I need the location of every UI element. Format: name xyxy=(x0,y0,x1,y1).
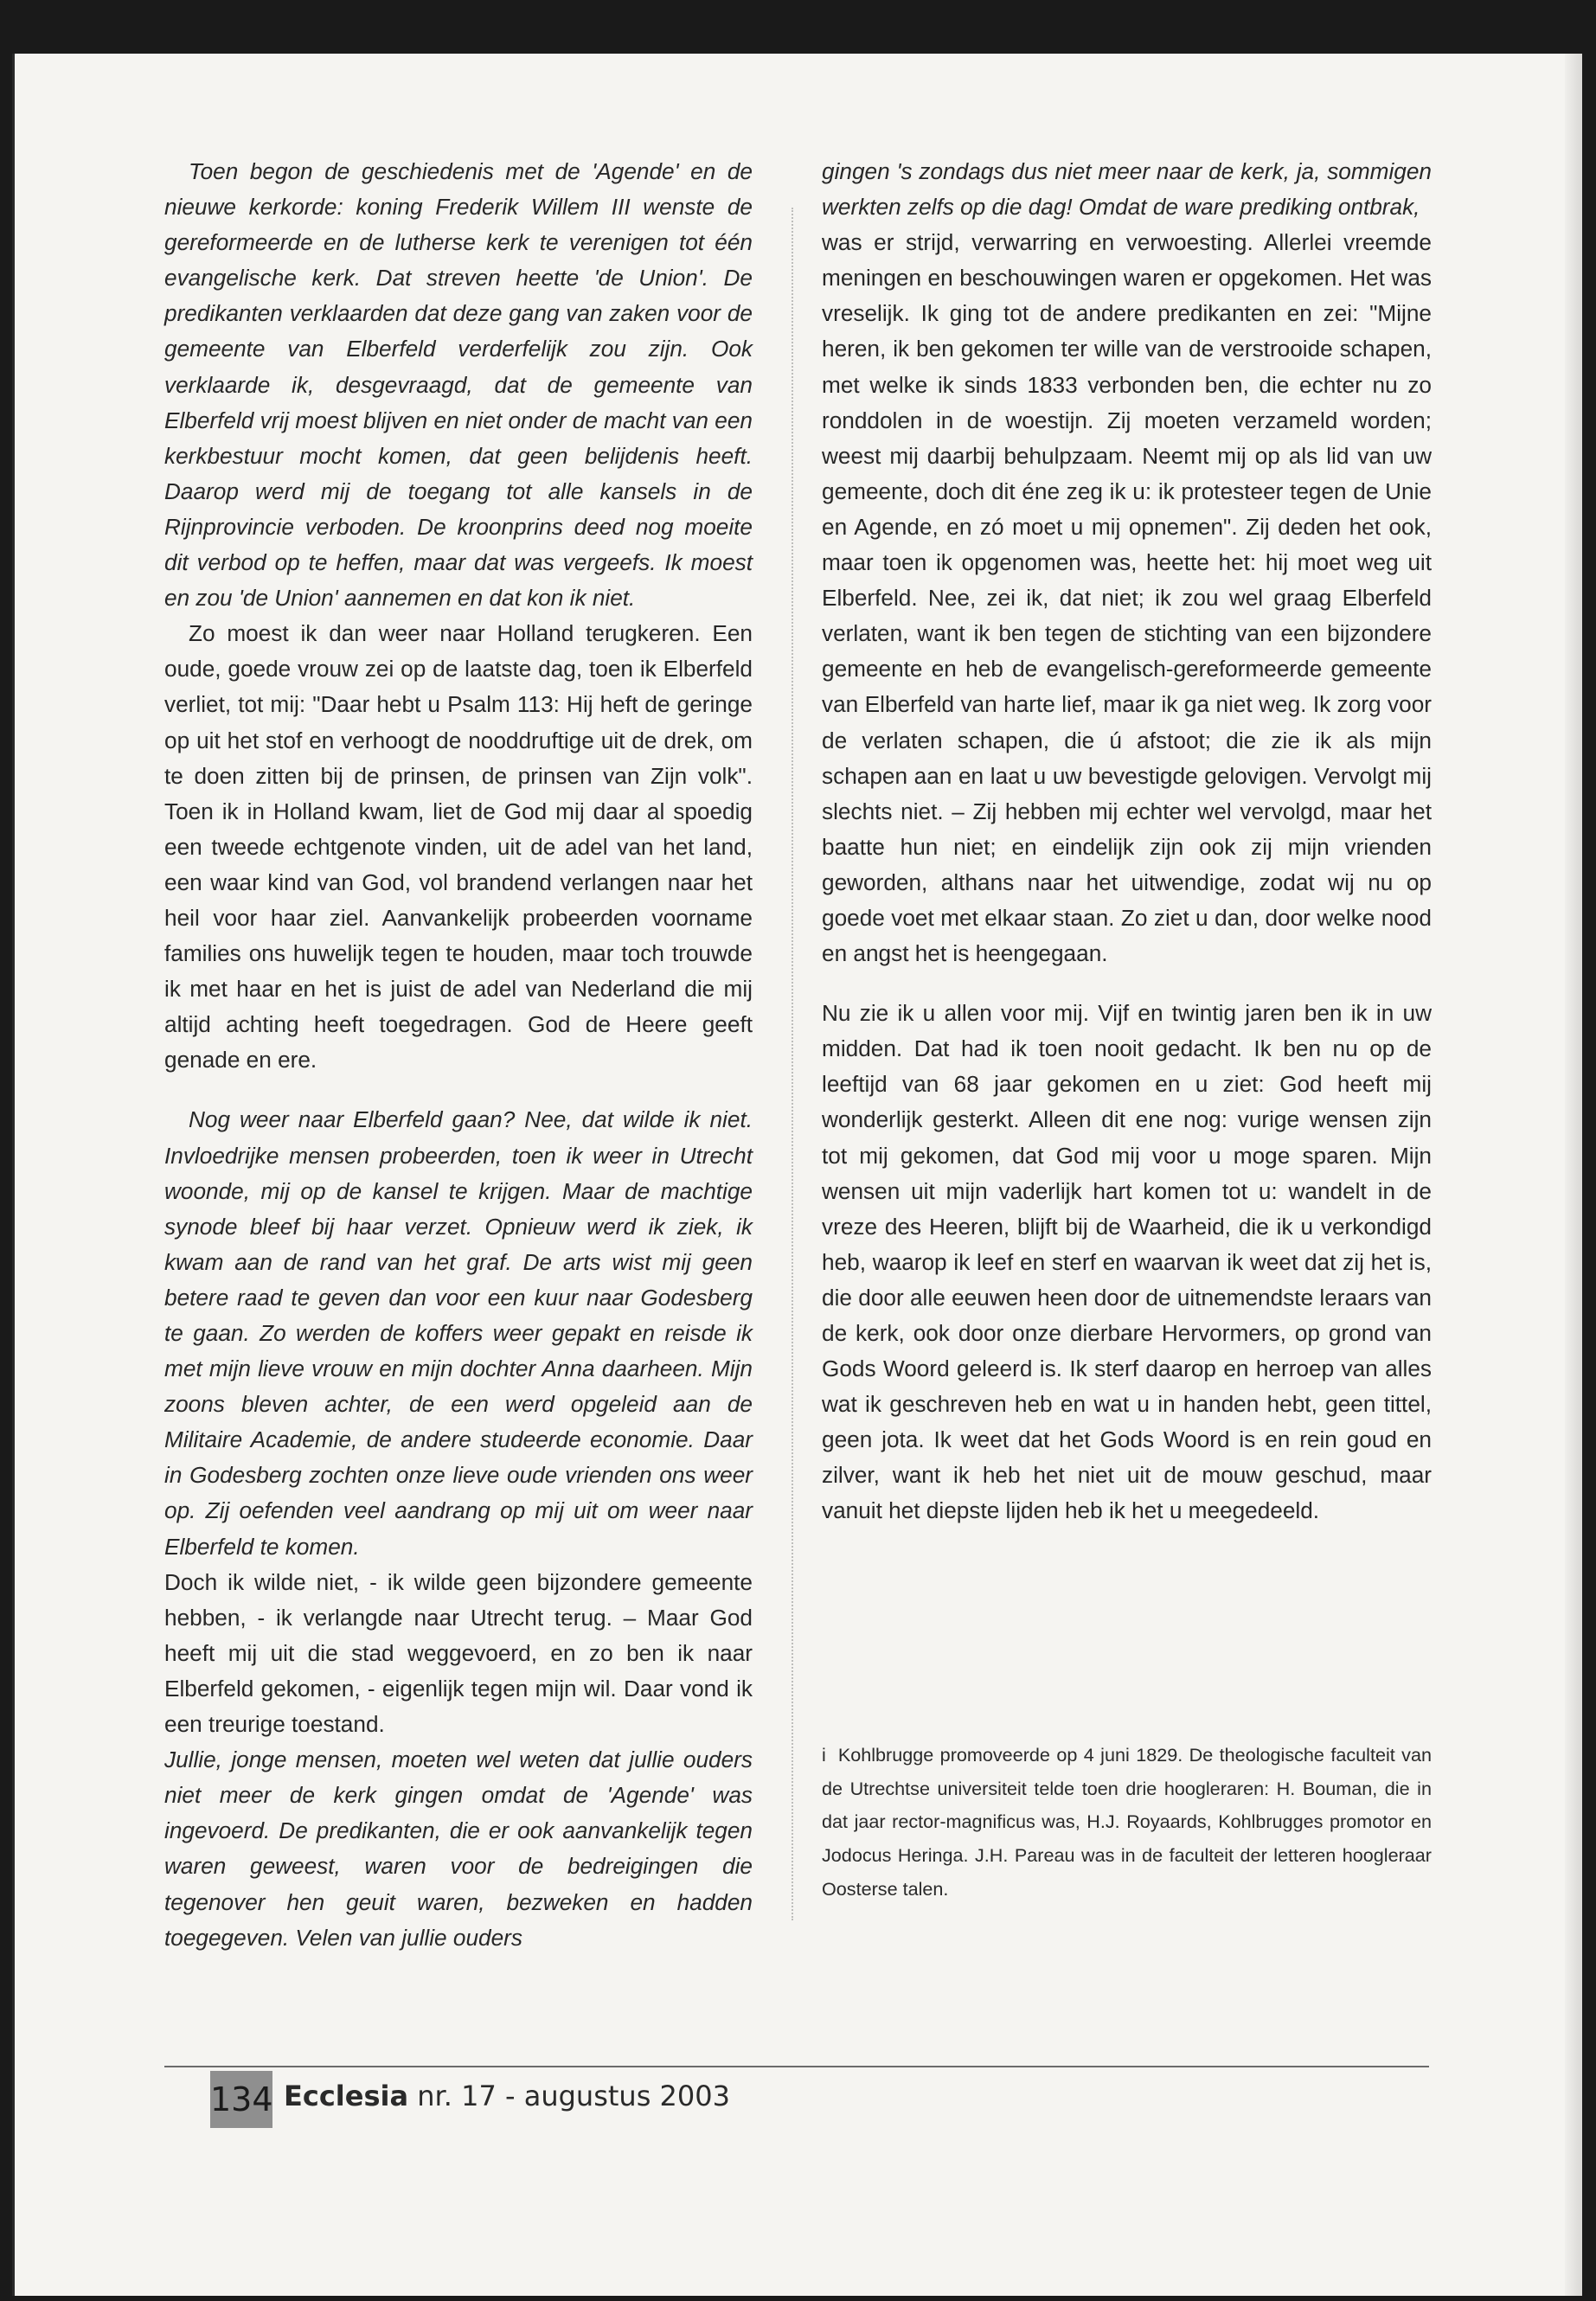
issue-label: nr. 17 - augustus 2003 xyxy=(417,2080,730,2112)
page-edge-shadow xyxy=(1565,54,1582,2296)
left-text-column xyxy=(164,154,753,1956)
paragraph-agende: Toen begon de geschiedenis met de 'Agende' en de nieuwe kerkorde: koning Frederik Willem III wenste de gereformeerde en de lutherse kerk te verenigen tot één evangelische kerk. Dat streven heette 'de Union'. De predikanten verklaarden dat deze gang van zaken voor de gemeente van Elberfeld verderfelijk zou zijn. Ook verklaarde ik, desgevraagd, dat de gemeente van Elberfeld vrij moest blijven en niet onder de macht van een kerkbestuur mocht komen, dat geen belijdenis heeft. Daarop werd mij de toegang tot alle kansels in de Rijnprovincie verboden. De kroonprins deed nog moeite dit verbod op te heffen, maar dat was vergeefs. Ik moest en zou 'de Union' aannemen en dat kon ik niet. xyxy=(164,158,753,612)
footnote-text: Kohlbrugge promoveerde op 4 juni 1829. De theologische faculteit van de Utrechtse universiteit telde toen drie hoogleraren: H. Bouman, die in dat jaar rector-magnificus was, H.J. Royaards, Kohlbrugges promotor en Jodocus Heringa. J.H. Pareau was in de faculteit der letteren hoogleraar Oosterse talen. xyxy=(822,1744,1432,1900)
paragraph-young-people: Jullie, jonge mensen, moeten wel weten dat jullie ouders niet meer de kerk gingen omdat de 'Agende' was ingevoerd. De predikanten, die er ook aanvankelijk tegen waren geweest, waren voor de bedreigingen die tegenover hen geuit waren, bezweken en hadden toegegeven. Velen van jullie ouders xyxy=(164,1747,753,1951)
paragraph-elberfeld-arrival: Doch ik wilde niet, - ik wilde geen bijzondere gemeente hebben, - ik verlangde naar Utrecht terug. – Maar God heeft mij uit die stad weggevoerd, en zo ben ik naar Elberfeld gekomen, - eigenlijk tegen mijn wil. Daar vond ik een treurige toestand. xyxy=(164,1568,753,1738)
footer-rule xyxy=(164,2066,1429,2067)
magazine-title: Ecclesia xyxy=(284,2080,409,2112)
paragraph-sundays: gingen 's zondags dus niet meer naar de kerk, ja, sommigen werkten zelfs op die dag! Omdat de ware prediking ontbrak, xyxy=(822,158,1432,221)
footnote xyxy=(822,1739,1432,1907)
paragraph-strife: was er strijd, verwarring en verwoesting. Allerlei vreemde meningen en beschouwingen waren er opgekomen. Het was vreselijk. Ik ging tot de andere predikanten en zei: "Mijne heren, ik ben gekomen ter wille van de verstrooide schapen, met welke ik sinds 1833 verbonden ben, die echter nu zo ronddolen in de woestijn. Zij moeten verzameld worden; weest mij daarbij behulpzaam. Neemt mij op als lid van uw gemeente, doch dit éne zeg ik u: ik protesteer tegen de Unie en Agende, en zó moet u mij opnemen". Zij deden het ook, maar toen ik opgenomen was, heette het: hij moet weg uit Elberfeld. Nee, zei ik, dat niet; ik zou wel graag Elberfeld verlaten, want ik ben tegen de stichting van een bijzondere gemeente en heb de evangelisch-gereformeerde gemeente van Elberfeld van harte lief, maar ik ga niet weg. Ik zorg voor de verlaten schapen, die ú afstoot; die zie ik als mijn schapen aan en laat u uw bevestigde gelovigen. Vervolgt mij slechts niet. – Zij hebben mij echter wel vervolgd, maar het baatte hun niet; en eindelijk zijn ook zij mijn vrienden geworden, althans naar het uitwendige, zodat wij nu op goede voet met elkaar staan. Zo ziet u dan, door welke nood en angst het is heengegaan. xyxy=(822,229,1432,967)
page-number: 134 xyxy=(210,2071,272,2128)
paragraph-holland-return: Zo moest ik dan weer naar Holland terugkeren. Een oude, goede vrouw zei op de laatste dag, toen ik Elberfeld verliet, tot mij: "Daar hebt u Psalm 113: Hij heft de geringe op uit het stof en verhoogt de nooddruftige uit de drek, om te doen zitten bij de prinsen, de prinsen van Zijn volk". Toen ik in Holland kwam, liet de God mij daar al spoedig een tweede echtgenote vinden, uit de adel van het land, een waar kind van God, vol brandend verlangen naar het heil voor haar ziel. Aanvankelijk probeerden voorname families ons huwelijk tegen te houden, maar toch trouwde ik met haar en het is juist de adel van Nederland die mij altijd achting heeft toegedragen. God de Heere geeft genade en ere. xyxy=(164,620,753,1074)
paragraph-farewell: Nu zie ik u allen voor mij. Vijf en twintig jaren ben ik in uw midden. Dat had ik toen nooit gedacht. Ik ben nu op de leeftijd van 68 jaar gekomen en u ziet: God heeft mij wonderlijk gesterkt. Alleen dit ene nog: vurige wensen zijn tot mij gekomen, dat God mij voor u moge sparen. Mijn wensen uit mijn vaderlijk hart komen tot u: wandelt in de vreze des Heeren, blijft bij de Waarheid, die ik u verkondigd heb, waarop ik leef en sterf en waarvan ik weet dat zij het is, die door alle eeuwen heen door de uitnemendste leraars van de kerk, ook door onze dierbare Hervormers, op grond van Gods Woord geleerd is. Ik sterf daarop en herroep van alles wat ik geschreven heb en wat u in handen hebt, geen tittel, geen jota. Ik weet dat het Gods Woord is en rein goud en zilver, want ik heb het niet uit de mouw geschud, maar vanuit het diepste lijden heb ik het u meegedeeld. xyxy=(822,1000,1432,1524)
footer-publication xyxy=(284,2080,730,2112)
column-divider xyxy=(792,208,793,1920)
right-text-column xyxy=(822,154,1432,1529)
paragraph-godesberg: Nog weer naar Elberfeld gaan? Nee, dat wilde ik niet. Invloedrijke mensen probeerden, toen ik weer in Utrecht woonde, mij op de kansel te krijgen. Maar de machtige synode bleef bij haar verzet. Opnieuw werd ik ziek, ik kwam aan de rand van het graf. De arts wist mij geen betere raad te geven dan voor een kuur naar Godesberg te gaan. Zo werden de koffers weer gepakt en reisde ik met mijn lieve vrouw en mijn dochter Anna daarheen. Mijn zoons bleven achter, de een werd opgeleid aan de Militaire Academie, de andere studeerde economie. Daar in Godesberg zochten onze lieve oude vrienden ons weer op. Zij oefenden veel aandrang op mij uit om weer naar Elberfeld te komen. xyxy=(164,1106,753,1560)
footnote-marker: i xyxy=(822,1744,826,1766)
